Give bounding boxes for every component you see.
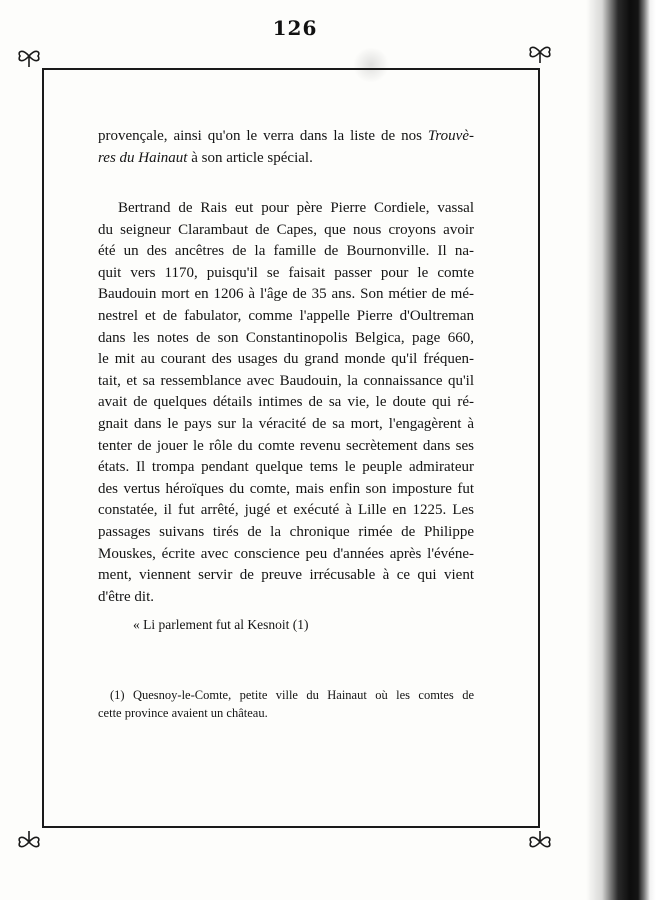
- footnote-line: cette province avaient un château.: [98, 706, 268, 720]
- footnote-line: (1) Quesnoy-le-Comte, petite ville du Hainaut où les comtes de: [110, 688, 474, 702]
- footnote: [98, 686, 474, 722]
- text-line: avait de quelques détails intimes de sa vie, le doute qui ré-: [98, 394, 474, 411]
- book-spine-shadow: [586, 0, 656, 900]
- text-line: d'être dit.: [98, 588, 155, 605]
- text-line: Mouskes, écrite avec conscience peu d'années après l'événe-: [98, 545, 474, 562]
- text-line: été un des ancêtres de la famille de Bournonville. Il na-: [98, 243, 474, 260]
- paragraph-bertrand-de-rais: [98, 198, 474, 608]
- text-line: du seigneur Clarambaut de Capes, que nous croyons avoir: [98, 221, 474, 238]
- text-line: tait, et sa ressemblance avec Baudouin, la connaissance qu'il: [98, 372, 474, 389]
- text-line: provençale, ainsi qu'on le verra dans la liste de nos Trouvè-: [98, 128, 474, 144]
- text-line: constatée, il fut arrêté, jugé et exécuté à Lille en 1225. Les: [98, 502, 474, 519]
- text-line: quit vers 1170, puisqu'il se faisait passer pour le comte: [98, 264, 474, 281]
- italic-term: res du Hainaut: [98, 149, 188, 166]
- text-line: Baudouin mort en 1206 à l'âge de 35 ans. Son métier de mé-: [98, 286, 474, 303]
- text-line: le mit au courant des usages du grand monde qu'il fréquen-: [98, 351, 474, 368]
- fleuron-icon: [527, 40, 553, 64]
- paragraph-continuation: [98, 126, 474, 169]
- text-line: états. Il trompa pendant quelque tems le peuple admirateur: [98, 459, 474, 476]
- text-line: des vertus héroïques du comte, mais enfin son imposture fut: [98, 480, 474, 497]
- fleuron-icon: [16, 44, 42, 68]
- italic-term: Trouvè-: [427, 128, 474, 144]
- text-line: Bertrand de Rais eut pour père Pierre Cordiele, vassal: [118, 200, 474, 216]
- text-line: dans les notes de son Constantinopolis Belgica, page 660,: [98, 329, 474, 346]
- text-line: nestrel et de fabulator, comme l'appelle Pierre d'Oultreman: [98, 307, 474, 324]
- text-line: passages suivans tirés de la chronique rimée de Philippe: [98, 523, 474, 540]
- fleuron-icon: [16, 830, 42, 854]
- verse-quotation: « Li parlement fut al Kesnoit (1): [133, 617, 309, 632]
- text-line: gnait dans le pays sur la véracité de sa mort, l'engagèrent à: [98, 415, 474, 432]
- fleuron-icon: [527, 830, 553, 854]
- text-line: ment, viennent servir de preuve irrécusable à ce qui vient: [98, 567, 474, 584]
- page-number: 126: [272, 16, 318, 40]
- text-line: tenter de jouer le rôle du comte revenu secrètement dans ses: [98, 437, 474, 454]
- text-line: res du Hainaut à son article spécial.: [98, 149, 313, 166]
